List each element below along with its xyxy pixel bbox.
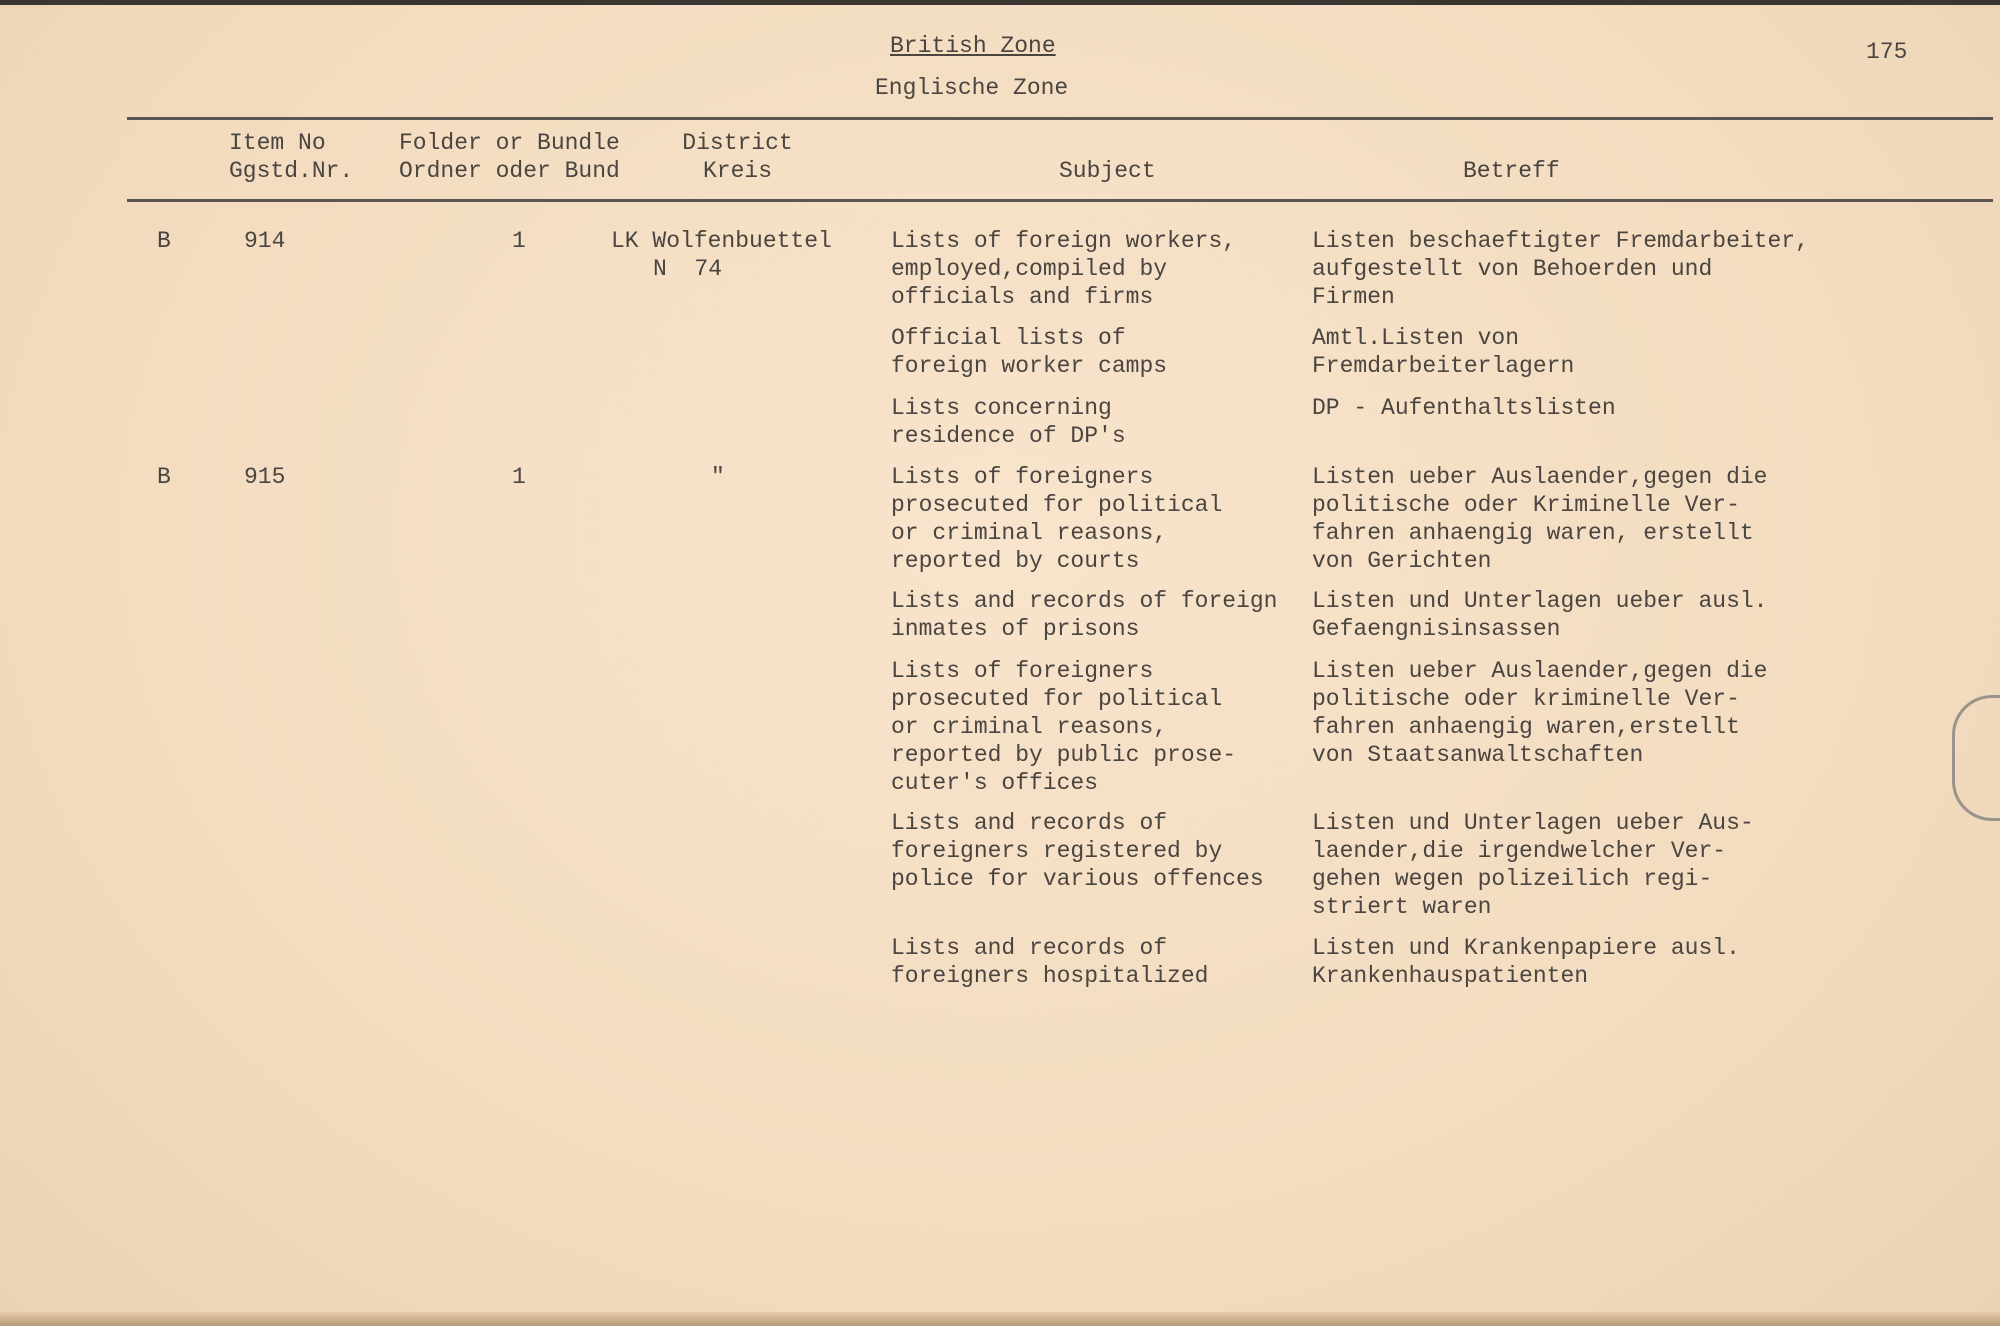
row-district-code: N 74 — [653, 256, 723, 282]
paper-clip-icon — [1952, 695, 2000, 821]
page-subtitle: Englische Zone — [875, 75, 1069, 101]
page-title: British Zone — [890, 33, 1056, 59]
col-header-folder — [399, 129, 620, 185]
row-folder: 1 — [512, 464, 526, 490]
betreff-entry: Listen und Krankenpapiere ausl. Krankenhauspatienten — [1312, 935, 1740, 989]
col-header-item-de: Ggstd.Nr. — [229, 158, 354, 184]
row-district-ditto: " — [711, 464, 725, 490]
betreff-entry: Listen und Unterlagen ueber ausl. Gefaengnisinsassen — [1312, 588, 1768, 642]
row-prefix: B — [157, 464, 171, 490]
subject-entry: Lists and records of foreign inmates of prisons — [891, 588, 1278, 642]
subject-entry: Official lists of foreign worker camps — [891, 325, 1168, 379]
row-item-number: 914 — [244, 228, 286, 254]
subject-entry: Lists of foreigners prosecuted for political or criminal reasons, reported by public prose- cuter's offices — [891, 658, 1237, 796]
col-header-item — [229, 129, 353, 185]
col-header-subject: Subject — [1059, 158, 1156, 184]
page-bottom-edge — [0, 1312, 2000, 1326]
subject-entry: Lists concerning residence of DP's — [891, 395, 1126, 449]
col-header-district — [670, 129, 805, 185]
betreff-entry: Listen beschaeftigter Fremdarbeiter, aufgestellt von Behoerden und Firmen — [1312, 228, 1809, 310]
row-prefix: B — [157, 228, 171, 254]
row-folder: 1 — [512, 228, 526, 254]
col-header-folder-de: Ordner oder Bund — [399, 158, 620, 184]
col-header-betreff: Betreff — [1463, 158, 1560, 184]
betreff-entry: Listen und Unterlagen ueber Aus- laender,die irgendwelcher Ver- gehen wegen polizeilich regi- striert waren — [1312, 810, 1754, 920]
row-item-number: 915 — [244, 464, 286, 490]
col-header-district-de: Kreis — [702, 158, 772, 184]
betreff-entry: Amtl.Listen von Fremdarbeiterlagern — [1312, 325, 1575, 379]
subject-entry: Lists and records of foreigners registered by police for various offences — [891, 810, 1264, 892]
header-bottom-rule — [127, 199, 1993, 202]
subject-entry: Lists of foreigners prosecuted for political or criminal reasons, reported by courts — [891, 464, 1223, 574]
header-top-rule — [127, 117, 1993, 120]
col-header-folder-en: Folder or Bundle — [399, 130, 620, 156]
betreff-entry: DP - Aufenthaltslisten — [1312, 395, 1616, 421]
col-header-item-en: Item No — [229, 130, 326, 156]
page-top-edge — [0, 0, 2000, 5]
page-number: 175 — [1866, 39, 1908, 65]
col-header-district-en: District — [682, 130, 793, 156]
betreff-entry: Listen ueber Auslaender,gegen die politische oder Kriminelle Ver- fahren anhaengig waren, erstellt von Gerichten — [1312, 464, 1768, 574]
row-district: LK Wolfenbuettel — [611, 228, 832, 254]
betreff-entry: Listen ueber Auslaender,gegen die politische oder kriminelle Ver- fahren anhaengig waren,erstellt von Staatsanwaltschaften — [1312, 658, 1768, 768]
subject-entry: Lists and records of foreigners hospitalized — [891, 935, 1209, 989]
subject-entry: Lists of foreign workers, employed,compiled by officials and firms — [891, 228, 1237, 310]
